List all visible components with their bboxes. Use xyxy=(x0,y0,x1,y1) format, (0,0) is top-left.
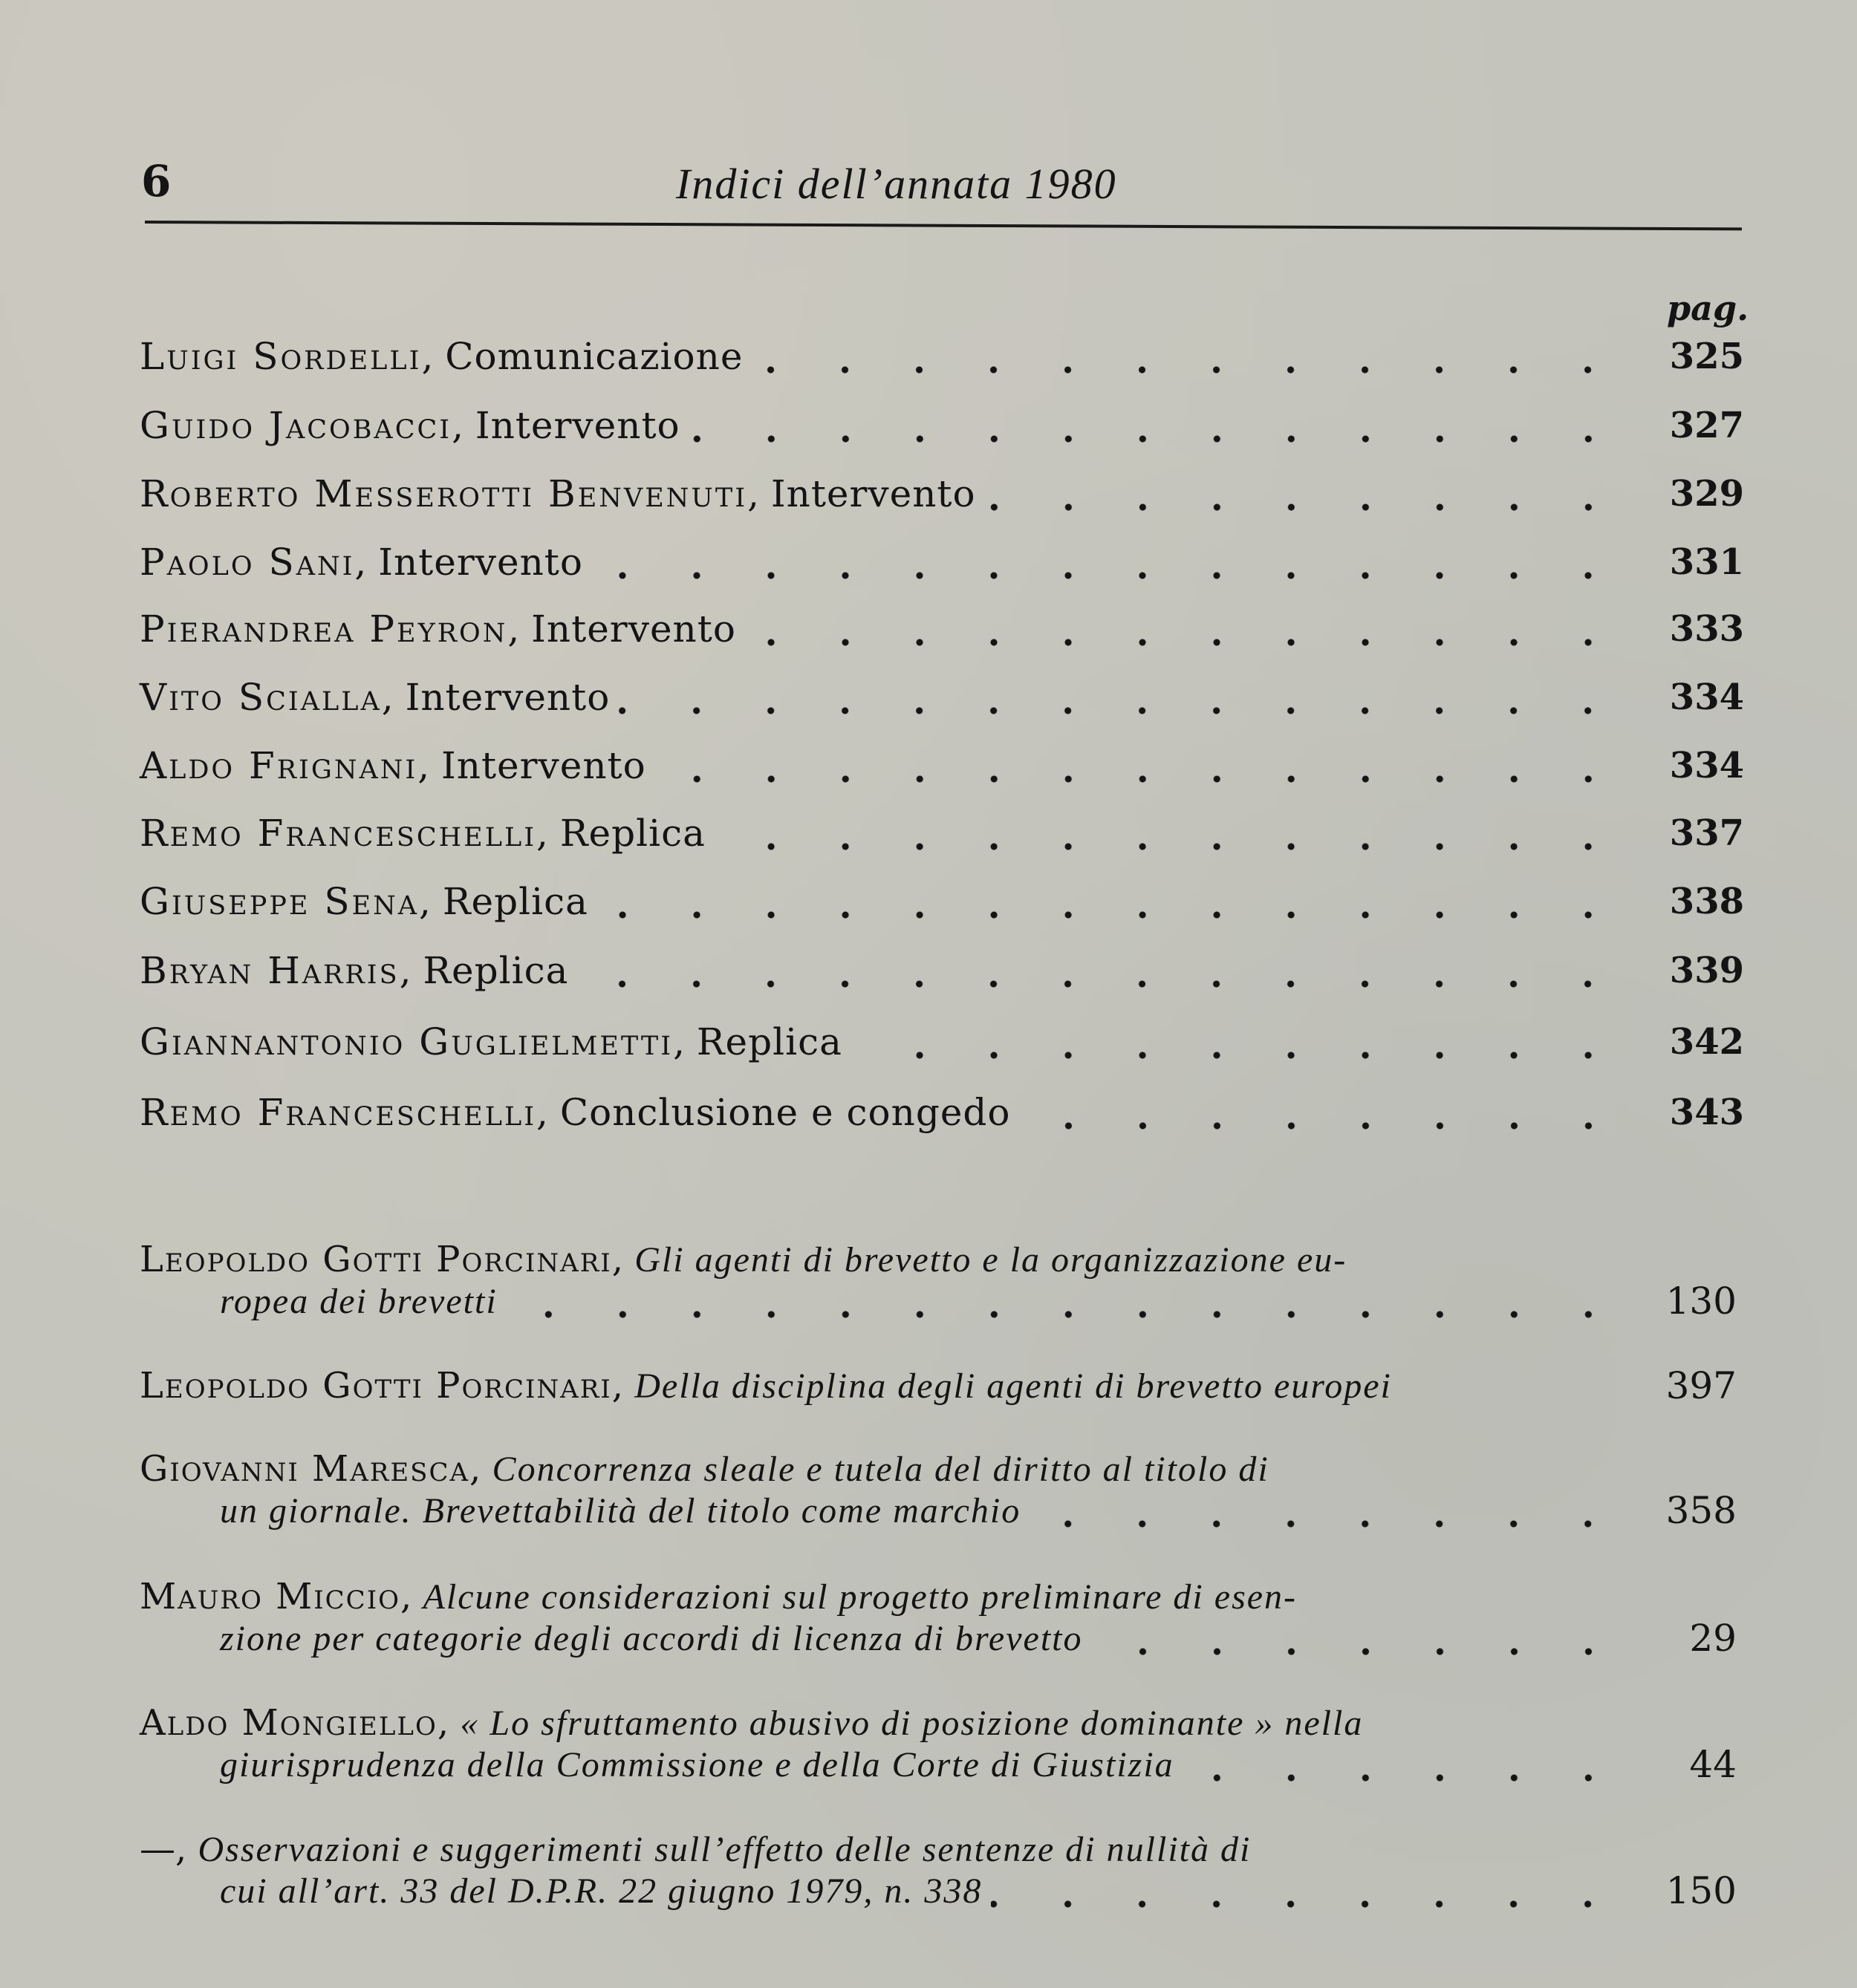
entry-page-number: 333 xyxy=(1669,608,1744,650)
entry-page-number: 130 xyxy=(1665,1280,1737,1323)
entry-title: Intervento xyxy=(405,676,611,719)
entry-title-line-1: Concorrenza sleale e tutela del diritto al titolo di xyxy=(492,1450,1269,1489)
entry-page-number: 338 xyxy=(1669,881,1744,922)
entry-title: Conclusione e congedo xyxy=(559,1091,1011,1134)
entry-author: Giuseppe Sena xyxy=(140,880,420,923)
entry-text xyxy=(140,949,568,992)
index-entry-article xyxy=(140,1448,1744,1531)
dot-leader xyxy=(597,881,1633,922)
dot-leader xyxy=(985,473,1633,515)
entry-line xyxy=(140,812,1744,854)
entry-title-line-2: giurisprudenza della Commissione e della Corte di Giustizia xyxy=(220,1745,1174,1785)
separator: , xyxy=(747,472,771,515)
index-entry xyxy=(140,745,1744,786)
entry-text xyxy=(140,472,976,515)
entry-title: Intervento xyxy=(378,541,583,584)
separator: , xyxy=(536,812,560,855)
entry-text xyxy=(140,1020,842,1063)
entry-title-line-1: Gli agenti di brevetto e la organizzazione eu- xyxy=(634,1240,1347,1280)
dot-leader xyxy=(577,950,1633,991)
entry-author: Remo Franceschelli xyxy=(140,1091,537,1134)
entry-title: Replica xyxy=(559,812,706,855)
entry-page-number: 29 xyxy=(1689,1617,1737,1660)
entry-title-line-2: un giornale. Brevettabilità del titolo come marchio xyxy=(220,1491,1021,1531)
entry-line-1 xyxy=(140,1239,1744,1280)
entry-text xyxy=(140,404,680,447)
index-entry xyxy=(140,881,1744,922)
entry-author: Guido Jacobacci xyxy=(140,404,452,447)
dot-leader xyxy=(619,677,1633,718)
index-entry xyxy=(140,1092,1744,1133)
entry-line-1 xyxy=(140,1828,1744,1870)
entry-text xyxy=(140,1091,1011,1134)
entry-line-1 xyxy=(140,1365,1744,1407)
entry-line-1 xyxy=(140,1576,1744,1617)
page-number: 6 xyxy=(141,156,172,206)
index-entry-article xyxy=(140,1828,1744,1912)
index-entry xyxy=(140,405,1744,446)
separator: , xyxy=(421,335,446,378)
entry-page-number: 358 xyxy=(1665,1489,1737,1532)
index-entry-article xyxy=(140,1239,1744,1322)
entry-text xyxy=(140,676,610,719)
entry-page-number: 150 xyxy=(1665,1869,1737,1912)
separator: , xyxy=(536,1091,560,1134)
separator: , xyxy=(611,1365,635,1407)
entry-author: Roberto Messerotti Benvenuti xyxy=(140,472,748,515)
index-entry xyxy=(140,541,1744,583)
entry-title: Intervento xyxy=(770,472,976,515)
entry-title-line-2: cui all’art. 33 del D.P.R. 22 giugno 1979, n. 338 xyxy=(220,1871,983,1911)
separator: , xyxy=(399,949,423,992)
entry-author: Leopoldo Gotti Porcinari xyxy=(140,1365,612,1407)
running-title: Indici dell’annata 1980 xyxy=(676,160,1117,208)
entry-line-2 xyxy=(140,1617,1744,1659)
entry-page-number: 342 xyxy=(1669,1021,1744,1063)
separator: , xyxy=(452,404,475,447)
entry-page-number: 339 xyxy=(1669,950,1744,991)
index-entry-article xyxy=(140,1365,1744,1407)
entry-title: Intervento xyxy=(440,744,646,787)
entry-author: Pierandrea Peyron xyxy=(140,607,508,651)
dot-leader xyxy=(689,405,1633,446)
entry-page-number: 334 xyxy=(1669,745,1744,786)
entry-line xyxy=(140,881,1744,922)
dot-leader xyxy=(592,541,1633,583)
entry-title: Replica xyxy=(696,1020,842,1063)
entry-author: Mauro Miccio xyxy=(140,1576,401,1617)
entry-page-number: 325 xyxy=(1669,336,1744,377)
entry-text xyxy=(140,541,583,584)
separator: , xyxy=(673,1020,697,1063)
entry-text xyxy=(140,607,736,651)
entry-page-number: 331 xyxy=(1669,541,1744,583)
entry-line xyxy=(140,405,1744,446)
dot-leader xyxy=(1030,1490,1633,1531)
entry-title: Intervento xyxy=(531,607,736,651)
index-entry xyxy=(140,336,1744,377)
entry-title-line-2: ropea dei brevetti xyxy=(220,1282,498,1321)
entry-line xyxy=(140,608,1744,650)
entry-title: Replica xyxy=(442,880,588,923)
entry-title: Replica xyxy=(423,949,569,992)
separator: , xyxy=(507,607,532,651)
separator: , xyxy=(400,1576,423,1617)
entry-title-line-1: « Lo sfruttamento abusivo di posizione dominante » nella xyxy=(460,1704,1364,1743)
index-entry xyxy=(140,1021,1744,1063)
entry-title-line-1: Della disciplina degli agenti di brevetto europei xyxy=(634,1366,1392,1406)
dot-leader xyxy=(745,608,1633,650)
entry-line-2 xyxy=(140,1280,1744,1322)
index-entry-article xyxy=(140,1576,1744,1659)
header-rule xyxy=(145,221,1742,230)
entry-author: Paolo Sani xyxy=(140,541,355,584)
separator: , xyxy=(419,880,443,923)
entry-line xyxy=(140,950,1744,991)
entry-line xyxy=(140,541,1744,583)
index-entry xyxy=(140,950,1744,991)
entry-title: Comunicazione xyxy=(445,335,744,378)
separator: , xyxy=(381,676,406,719)
entry-line-2 xyxy=(140,1490,1744,1531)
entry-title-line-2: zione per categorie degli accordi di licenza di brevetto xyxy=(220,1619,1083,1658)
entry-page-number: 343 xyxy=(1669,1092,1744,1133)
entry-author: — xyxy=(140,1828,175,1870)
entry-line xyxy=(140,473,1744,515)
entry-page-number: 327 xyxy=(1669,405,1744,446)
dot-leader xyxy=(851,1021,1633,1063)
dot-leader xyxy=(507,1280,1633,1322)
entry-text xyxy=(140,744,646,787)
entry-page-number: 329 xyxy=(1669,473,1744,515)
entry-author: Bryan Harris xyxy=(140,949,400,992)
entry-line-2 xyxy=(140,1744,1744,1785)
dot-leader xyxy=(752,336,1633,377)
entry-page-number: 337 xyxy=(1669,812,1744,854)
entry-author: Remo Franceschelli xyxy=(140,812,537,855)
entry-page-number: 44 xyxy=(1689,1743,1737,1786)
entry-author: Aldo Mongiello xyxy=(140,1702,438,1744)
dot-leader xyxy=(1092,1617,1633,1659)
entry-title-line-1: Osservazioni e suggerimenti sull’effetto delle sentenze di nullità di xyxy=(198,1830,1252,1869)
separator: , xyxy=(417,744,441,787)
dot-leader xyxy=(1020,1092,1633,1133)
entry-text xyxy=(140,880,588,923)
entry-author: Giovanni Maresca xyxy=(140,1448,470,1490)
index-entry xyxy=(140,812,1744,854)
entry-line xyxy=(140,745,1744,786)
entry-author: Giannantonio Guglielmetti xyxy=(140,1020,674,1063)
index-entry xyxy=(140,677,1744,718)
entry-line-2 xyxy=(140,1870,1744,1912)
dot-leader xyxy=(715,812,1633,854)
dot-leader xyxy=(1183,1744,1633,1785)
entry-line-1 xyxy=(140,1448,1744,1490)
dot-leader xyxy=(655,745,1633,786)
entry-page-number: 334 xyxy=(1669,677,1744,718)
entry-title: Intervento xyxy=(475,404,680,447)
entry-text xyxy=(140,812,706,855)
separator: , xyxy=(354,541,379,584)
dot-leader xyxy=(991,1870,1633,1912)
entry-line xyxy=(140,336,1744,377)
entry-author: Luigi Sordelli xyxy=(140,335,422,378)
entry-line xyxy=(140,1021,1744,1063)
index-entry xyxy=(140,473,1744,515)
entry-page-number: 397 xyxy=(1665,1364,1737,1407)
entry-author: Vito Scialla xyxy=(140,676,382,719)
entry-line xyxy=(140,1092,1744,1133)
separator: , xyxy=(437,1702,461,1744)
entry-text xyxy=(140,335,743,378)
running-head xyxy=(141,149,1738,215)
separator: , xyxy=(175,1828,198,1870)
entry-author: Leopoldo Gotti Porcinari xyxy=(140,1239,612,1280)
entry-line xyxy=(140,677,1744,718)
entry-author: Aldo Frignani xyxy=(140,744,418,787)
index-entry xyxy=(140,608,1744,650)
separator: , xyxy=(469,1448,492,1490)
entry-title-line-1: Alcune considerazioni sul progetto preliminare di esen- xyxy=(423,1577,1298,1617)
page-column-label: pag. xyxy=(1667,288,1749,328)
separator: , xyxy=(611,1239,635,1280)
index-entry-article xyxy=(140,1702,1744,1785)
entry-line-1 xyxy=(140,1702,1744,1744)
